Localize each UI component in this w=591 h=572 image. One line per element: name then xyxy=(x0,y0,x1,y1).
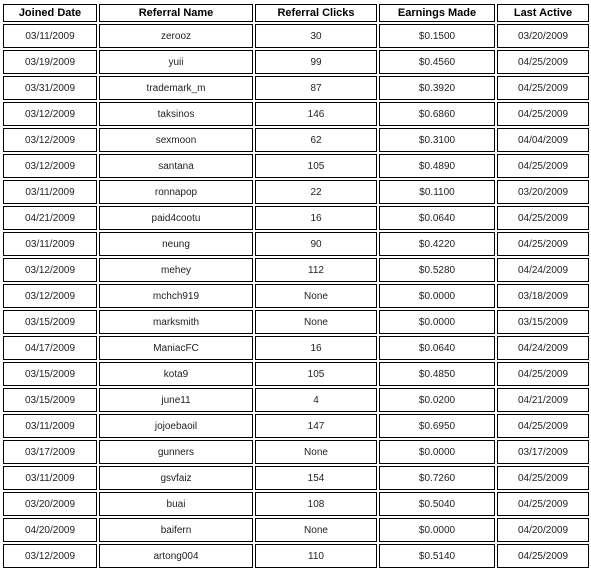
table-row xyxy=(3,440,589,464)
cell-referral-clicks: 146 xyxy=(255,102,377,126)
cell-referral-clicks: 16 xyxy=(255,336,377,360)
cell-joined-date: 03/12/2009 xyxy=(3,154,97,178)
cell-earnings-made: $0.0640 xyxy=(379,206,495,230)
table-row xyxy=(3,518,589,542)
cell-joined-date: 03/15/2009 xyxy=(3,388,97,412)
cell-referral-clicks: None xyxy=(255,440,377,464)
cell-earnings-made: $0.5040 xyxy=(379,492,495,516)
header-earnings-made: Earnings Made xyxy=(379,4,495,22)
cell-last-active: 04/25/2009 xyxy=(497,102,589,126)
cell-referral-name: mehey xyxy=(99,258,253,282)
table-row xyxy=(3,102,589,126)
cell-last-active: 04/24/2009 xyxy=(497,258,589,282)
table-row xyxy=(3,466,589,490)
cell-referral-name: ronnapop xyxy=(99,180,253,204)
cell-earnings-made: $0.0000 xyxy=(379,518,495,542)
cell-referral-name: gunners xyxy=(99,440,253,464)
cell-earnings-made: $0.0200 xyxy=(379,388,495,412)
cell-earnings-made: $0.4560 xyxy=(379,50,495,74)
cell-last-active: 04/25/2009 xyxy=(497,76,589,100)
cell-last-active: 04/25/2009 xyxy=(497,50,589,74)
cell-joined-date: 03/20/2009 xyxy=(3,492,97,516)
referrals-table xyxy=(1,2,591,570)
table-row xyxy=(3,206,589,230)
cell-joined-date: 03/19/2009 xyxy=(3,50,97,74)
cell-referral-clicks: None xyxy=(255,284,377,308)
cell-earnings-made: $0.0000 xyxy=(379,284,495,308)
header-referral-name: Referral Name xyxy=(99,4,253,22)
header-row xyxy=(3,4,589,22)
cell-last-active: 04/25/2009 xyxy=(497,414,589,438)
cell-joined-date: 03/11/2009 xyxy=(3,466,97,490)
cell-joined-date: 03/12/2009 xyxy=(3,128,97,152)
cell-referral-name: trademark_m xyxy=(99,76,253,100)
cell-last-active: 03/20/2009 xyxy=(497,180,589,204)
cell-earnings-made: $0.4220 xyxy=(379,232,495,256)
cell-last-active: 04/25/2009 xyxy=(497,362,589,386)
cell-referral-name: sexmoon xyxy=(99,128,253,152)
cell-last-active: 04/25/2009 xyxy=(497,154,589,178)
cell-joined-date: 03/12/2009 xyxy=(3,544,97,568)
cell-joined-date: 03/11/2009 xyxy=(3,232,97,256)
table-row xyxy=(3,414,589,438)
cell-referral-name: taksinos xyxy=(99,102,253,126)
table-row xyxy=(3,310,589,334)
cell-referral-clicks: 62 xyxy=(255,128,377,152)
cell-referral-clicks: 154 xyxy=(255,466,377,490)
cell-earnings-made: $0.3920 xyxy=(379,76,495,100)
cell-last-active: 03/17/2009 xyxy=(497,440,589,464)
table-row xyxy=(3,154,589,178)
cell-earnings-made: $0.6950 xyxy=(379,414,495,438)
header-joined-date: Joined Date xyxy=(3,4,97,22)
cell-referral-clicks: None xyxy=(255,310,377,334)
cell-joined-date: 03/17/2009 xyxy=(3,440,97,464)
cell-earnings-made: $0.0000 xyxy=(379,310,495,334)
cell-referral-clicks: 22 xyxy=(255,180,377,204)
cell-last-active: 03/20/2009 xyxy=(497,24,589,48)
cell-last-active: 04/25/2009 xyxy=(497,466,589,490)
cell-joined-date: 03/15/2009 xyxy=(3,362,97,386)
cell-joined-date: 03/11/2009 xyxy=(3,180,97,204)
cell-joined-date: 04/17/2009 xyxy=(3,336,97,360)
cell-referral-clicks: 108 xyxy=(255,492,377,516)
cell-earnings-made: $0.6860 xyxy=(379,102,495,126)
cell-last-active: 04/25/2009 xyxy=(497,206,589,230)
cell-referral-name: jojoebaoil xyxy=(99,414,253,438)
cell-last-active: 03/18/2009 xyxy=(497,284,589,308)
cell-joined-date: 03/11/2009 xyxy=(3,414,97,438)
header-referral-clicks: Referral Clicks xyxy=(255,4,377,22)
cell-referral-name: june11 xyxy=(99,388,253,412)
table-row xyxy=(3,232,589,256)
cell-referral-clicks: 30 xyxy=(255,24,377,48)
cell-last-active: 04/20/2009 xyxy=(497,518,589,542)
cell-earnings-made: $0.1100 xyxy=(379,180,495,204)
cell-referral-name: paid4cootu xyxy=(99,206,253,230)
cell-earnings-made: $0.1500 xyxy=(379,24,495,48)
cell-earnings-made: $0.4850 xyxy=(379,362,495,386)
cell-last-active: 04/25/2009 xyxy=(497,544,589,568)
cell-referral-clicks: 147 xyxy=(255,414,377,438)
cell-referral-clicks: 90 xyxy=(255,232,377,256)
cell-last-active: 04/21/2009 xyxy=(497,388,589,412)
cell-referral-clicks: 4 xyxy=(255,388,377,412)
cell-last-active: 04/24/2009 xyxy=(497,336,589,360)
cell-earnings-made: $0.5280 xyxy=(379,258,495,282)
cell-joined-date: 04/21/2009 xyxy=(3,206,97,230)
cell-joined-date: 03/12/2009 xyxy=(3,284,97,308)
table-row xyxy=(3,362,589,386)
cell-referral-name: kota9 xyxy=(99,362,253,386)
cell-joined-date: 03/11/2009 xyxy=(3,24,97,48)
cell-referral-name: zerooz xyxy=(99,24,253,48)
cell-referral-clicks: 110 xyxy=(255,544,377,568)
table-row xyxy=(3,258,589,282)
cell-earnings-made: $0.0640 xyxy=(379,336,495,360)
cell-referral-name: buai xyxy=(99,492,253,516)
cell-earnings-made: $0.5140 xyxy=(379,544,495,568)
cell-earnings-made: $0.4890 xyxy=(379,154,495,178)
cell-joined-date: 03/12/2009 xyxy=(3,258,97,282)
cell-last-active: 04/25/2009 xyxy=(497,232,589,256)
header-last-active: Last Active xyxy=(497,4,589,22)
cell-earnings-made: $0.3100 xyxy=(379,128,495,152)
cell-last-active: 03/15/2009 xyxy=(497,310,589,334)
table-row xyxy=(3,24,589,48)
table-row xyxy=(3,492,589,516)
cell-last-active: 04/04/2009 xyxy=(497,128,589,152)
cell-referral-clicks: 16 xyxy=(255,206,377,230)
cell-referral-clicks: 87 xyxy=(255,76,377,100)
table-row xyxy=(3,544,589,568)
table-row xyxy=(3,284,589,308)
cell-joined-date: 04/20/2009 xyxy=(3,518,97,542)
table-row xyxy=(3,76,589,100)
cell-referral-clicks: 99 xyxy=(255,50,377,74)
cell-joined-date: 03/15/2009 xyxy=(3,310,97,334)
cell-referral-name: artong004 xyxy=(99,544,253,568)
cell-referral-clicks: 105 xyxy=(255,154,377,178)
cell-earnings-made: $0.7260 xyxy=(379,466,495,490)
table-row xyxy=(3,336,589,360)
table-header xyxy=(3,4,589,22)
cell-referral-name: baifern xyxy=(99,518,253,542)
cell-referral-name: mchch919 xyxy=(99,284,253,308)
cell-referral-clicks: 112 xyxy=(255,258,377,282)
table-row xyxy=(3,128,589,152)
cell-joined-date: 03/12/2009 xyxy=(3,102,97,126)
cell-last-active: 04/25/2009 xyxy=(497,492,589,516)
cell-referral-name: santana xyxy=(99,154,253,178)
table-row xyxy=(3,50,589,74)
cell-referral-clicks: 105 xyxy=(255,362,377,386)
cell-referral-name: gsvfaiz xyxy=(99,466,253,490)
cell-referral-name: marksmith xyxy=(99,310,253,334)
cell-referral-name: neung xyxy=(99,232,253,256)
table-body xyxy=(3,24,589,568)
cell-earnings-made: $0.0000 xyxy=(379,440,495,464)
table-row xyxy=(3,180,589,204)
cell-referral-clicks: None xyxy=(255,518,377,542)
table-row xyxy=(3,388,589,412)
cell-joined-date: 03/31/2009 xyxy=(3,76,97,100)
cell-referral-name: yuii xyxy=(99,50,253,74)
cell-referral-name: ManiacFC xyxy=(99,336,253,360)
